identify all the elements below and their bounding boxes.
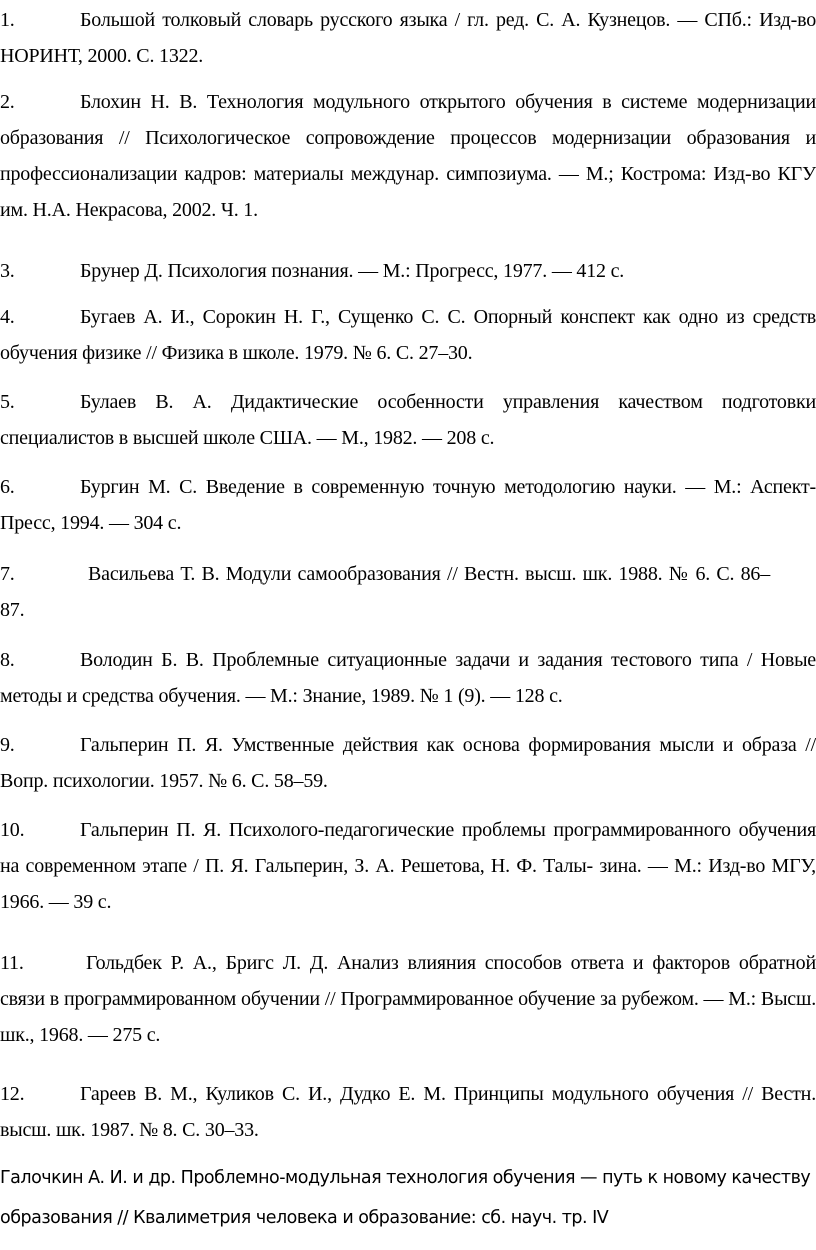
reference-entry-1 (0, 2, 816, 74)
reference-continuation: Галочкин А. И. и др. Проблемно-модульная технология обучения — путь к новому качеству образования // Квалиметрия человека и образование: сб. науч. тр. IV (0, 1168, 811, 1228)
reference-number: 12. (0, 1083, 25, 1105)
reference-text: Гальперин П. Я. Умственные действия как основа формирования мысли и образа // Вопр. психологии. 1957. № 6. С. 58–59. (0, 734, 816, 792)
reference-text: Гольдбек Р. А., Бригс Л. Д. Анализ влияния способов ответа и факторов обратной связи в программированном обучении // Программированное обучение за рубежом. — М.: Высш. шк., 1968. — 275 с. (0, 952, 816, 1046)
reference-entry-8 (0, 642, 816, 714)
reference-number: 10. (0, 819, 25, 841)
reference-number: 2. (0, 91, 15, 113)
reference-number: 4. (0, 306, 15, 328)
reference-entry-12 (0, 1076, 816, 1148)
reference-entry-3 (0, 253, 816, 289)
reference-text: Бургин М. С. Введение в современную точную методологию науки. — М.: Аспект-Пресс, 1994. — 304 с. (0, 476, 816, 534)
reference-number: 7. (0, 563, 15, 585)
reference-number: 3. (0, 260, 15, 282)
reference-entry-11 (0, 945, 816, 1053)
reference-entry-7 (0, 556, 816, 628)
reference-text: Брунер Д. Психология познания. — М.: Прогресс, 1977. — 412 с. (80, 260, 625, 282)
reference-text: Володин Б. В. Проблемные ситуационные задачи и задания тестового типа / Новые методы и средства обучения. — М.: Знание, 1989. № 1 (9). — 128 с. (0, 649, 816, 707)
reference-entry-9 (0, 727, 816, 799)
reference-entry-6 (0, 469, 816, 541)
reference-entry-10 (0, 812, 816, 920)
reference-text: Булаев В. А. Дидактические особенности управления качеством подготовки специалистов в высшей школе США. — М., 1982. — 208 с. (0, 391, 816, 449)
reference-entry-5 (0, 384, 816, 456)
reference-text: Гальперин П. Я. Психолого-педагогические проблемы программированного обучения на современном этапе / П. Я. Гальперин, З. А. Решетова, Н. Ф. Талы- зина. — М.: Изд-во МГУ, 1966. — 39 с. (0, 819, 816, 913)
reference-number: 6. (0, 476, 15, 498)
reference-entry-2 (0, 84, 816, 228)
reference-number: 5. (0, 391, 15, 413)
reference-text: Васильева Т. В. Модули самообразования // Вестн. высш. шк. 1988. № 6. С. 86–87. (0, 563, 770, 621)
reference-text: Бугаев А. И., Сорокин Н. Г., Сущенко С. С. Опорный конспект как одно из средств обучения физике // Физика в школе. 1979. № 6. С. 27–30. (0, 306, 816, 364)
reference-text: Большой толковый словарь русского языка / гл. ред. С. А. Кузнецов. — СПб.: Изд-во НОРИНТ, 2000. С. 1322. (0, 9, 816, 67)
reference-number: 1. (0, 9, 15, 31)
reference-text: Блохин Н. В. Технология модульного открытого обучения в системе модернизации образования // Психологическое сопровождение процессов модернизации образования и профессионализации кадров: материалы междунар. симпозиума. — М.; Кострома: Изд-во КГУ им. Н.А. Некрасова, 2002. Ч. 1. (0, 91, 816, 221)
reference-number: 9. (0, 734, 15, 756)
reference-text: Гареев В. М., Куликов С. И., Дудко Е. М. Принципы модульного обучения // Вестн. высш. шк. 1987. № 8. С. 30–33. (0, 1083, 816, 1141)
reference-number: 11. (0, 952, 24, 974)
reference-entry-4 (0, 299, 816, 371)
reference-number: 8. (0, 649, 15, 671)
